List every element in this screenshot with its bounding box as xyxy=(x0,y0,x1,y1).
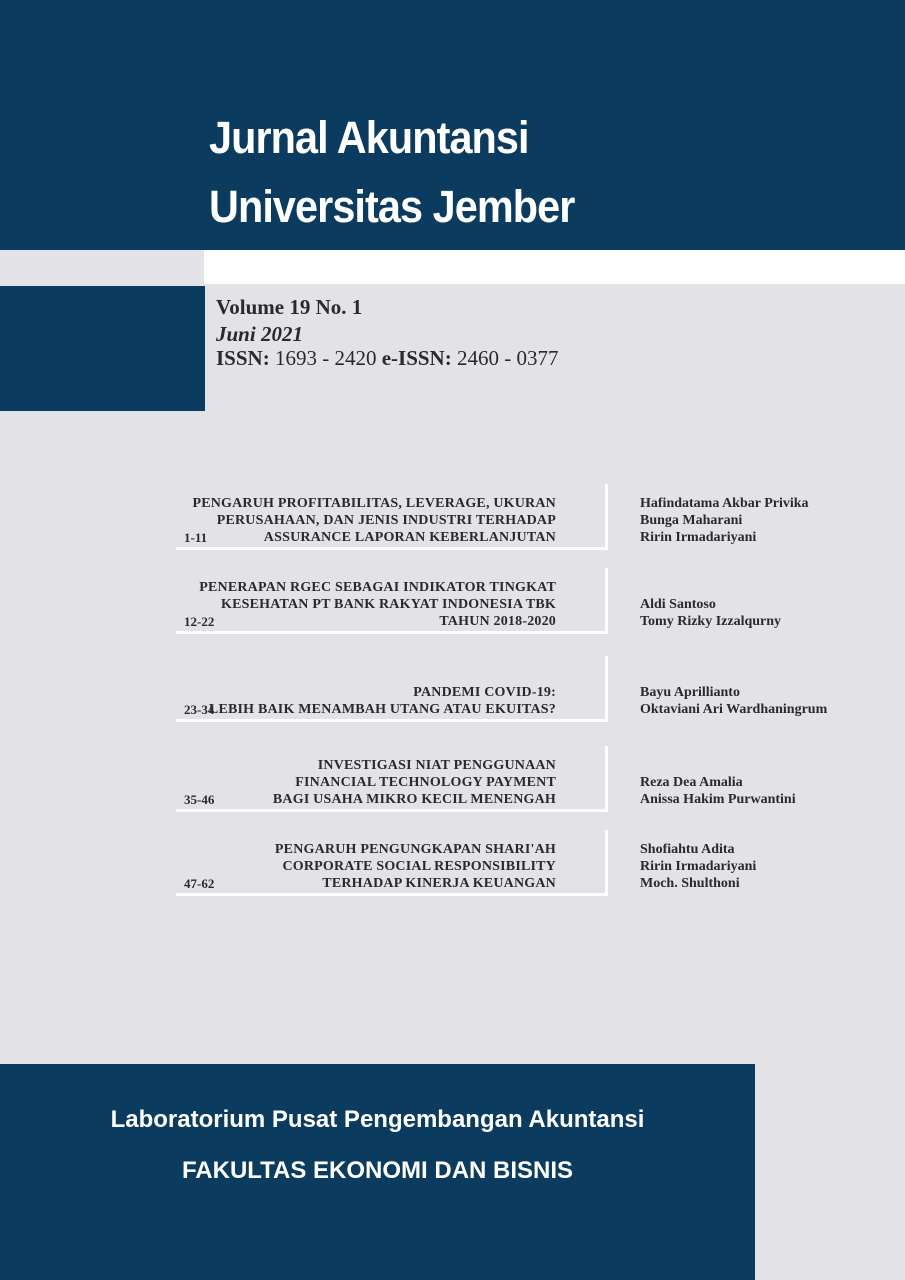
white-divider-strip xyxy=(204,250,905,284)
toc-authors xyxy=(640,684,827,718)
toc-title-line: PENGARUH PENGUNGKAPAN SHARI'AH xyxy=(274,842,556,857)
journal-title-line-2: Universitas Jember xyxy=(209,181,575,232)
toc-article-title[interactable] xyxy=(199,579,556,630)
toc-page-range: 23-34 xyxy=(184,702,215,717)
toc-title-line: PERUSAHAAN, DAN JENIS INDUSTRI TERHADAP xyxy=(216,513,556,528)
eissn-value: 2460 - 0377 xyxy=(456,346,559,370)
toc-title-line: TERHADAP KINERJA KEUANGAN xyxy=(322,876,556,891)
toc-entry[interactable] xyxy=(176,830,856,896)
toc-underline xyxy=(176,719,608,722)
publisher-lab-name: Laboratorium Pusat Pengembangan Akuntansi xyxy=(110,1106,645,1133)
toc-entry[interactable] xyxy=(176,568,856,634)
toc-author: Anissa Hakim Purwantini xyxy=(640,792,796,807)
publisher-faculty-name: FAKULTAS EKONOMI DAN BISNIS xyxy=(181,1157,574,1184)
toc-title-line: PENGARUH PROFITABILITAS, LEVERAGE, UKURAN xyxy=(192,496,556,511)
toc-title-line: INVESTIGASI NIAT PENGGUNAAN xyxy=(317,758,556,773)
toc-vertical-rule xyxy=(605,830,608,896)
toc-page-range: 12-22 xyxy=(184,614,215,629)
toc-title-line: FINANCIAL TECHNOLOGY PAYMENT xyxy=(295,775,556,790)
toc-title-line: LEBIH BAIK MENAMBAH UTANG ATAU EKUITAS? xyxy=(208,702,556,717)
toc-author: Bayu Aprillianto xyxy=(640,685,740,700)
toc-title-line: ASSURANCE LAPORAN KEBERLANJUTAN xyxy=(263,530,556,545)
toc-underline xyxy=(176,809,608,812)
toc-entry[interactable] xyxy=(176,656,856,722)
journal-title-line-1: Jurnal Akuntansi xyxy=(209,112,529,163)
issn-label: ISSN: xyxy=(216,346,270,370)
toc-entry[interactable] xyxy=(176,746,856,812)
toc-page-range: 35-46 xyxy=(184,792,215,807)
toc-article-title[interactable] xyxy=(209,684,556,718)
toc-title-line: KESEHATAN PT BANK RAKYAT INDONESIA TBK xyxy=(220,597,556,612)
toc-entry[interactable] xyxy=(176,484,856,550)
toc-authors xyxy=(640,841,756,892)
toc-title-line: TAHUN 2018-2020 xyxy=(439,614,556,629)
toc-title-line: PENERAPAN RGEC SEBAGAI INDIKATOR TINGKAT xyxy=(199,580,556,595)
toc-article-title[interactable] xyxy=(273,757,556,808)
toc-article-title[interactable] xyxy=(275,841,556,892)
toc-author: Bunga Maharani xyxy=(640,513,743,528)
volume-number: Volume 19 No. 1 xyxy=(216,295,363,319)
toc-title-line: PANDEMI COVID-19: xyxy=(413,685,556,700)
toc-authors xyxy=(640,495,809,546)
toc-underline xyxy=(176,893,608,896)
toc-author: Shofiahtu Adita xyxy=(640,842,735,857)
toc-author: Aldi Santoso xyxy=(640,597,716,612)
toc-authors xyxy=(640,596,781,630)
toc-author: Reza Dea Amalia xyxy=(640,775,743,790)
toc-vertical-rule xyxy=(605,484,608,550)
eissn-label: e-ISSN: xyxy=(381,346,452,370)
toc-page-range: 47-62 xyxy=(184,876,215,891)
toc-author: Ririn Irmadariyani xyxy=(640,530,757,545)
toc-underline xyxy=(176,631,608,634)
toc-author: Oktaviani Ari Wardhaningrum xyxy=(640,702,828,717)
toc-vertical-rule xyxy=(605,746,608,812)
issn-value: 1693 - 2420 xyxy=(274,346,377,370)
toc-author: Ririn Irmadariyani xyxy=(640,859,757,874)
issue-date: Juni 2021 xyxy=(216,322,303,346)
toc-title-line: CORPORATE SOCIAL RESPONSIBILITY xyxy=(282,859,556,874)
toc-page-range: 1-11 xyxy=(184,530,208,545)
left-accent-block xyxy=(0,286,205,411)
toc-vertical-rule xyxy=(605,568,608,634)
toc-authors xyxy=(640,774,796,808)
toc-author: Hafindatama Akbar Privika xyxy=(640,496,809,511)
toc-underline xyxy=(176,547,608,550)
issn-line xyxy=(216,346,558,371)
toc-author: Tomy Rizky Izzalqurny xyxy=(640,614,782,629)
toc-vertical-rule xyxy=(605,656,608,722)
toc-article-title[interactable] xyxy=(192,495,556,546)
toc-author: Moch. Shulthoni xyxy=(640,876,740,891)
toc-title-line: BAGI USAHA MIKRO KECIL MENENGAH xyxy=(272,792,556,807)
